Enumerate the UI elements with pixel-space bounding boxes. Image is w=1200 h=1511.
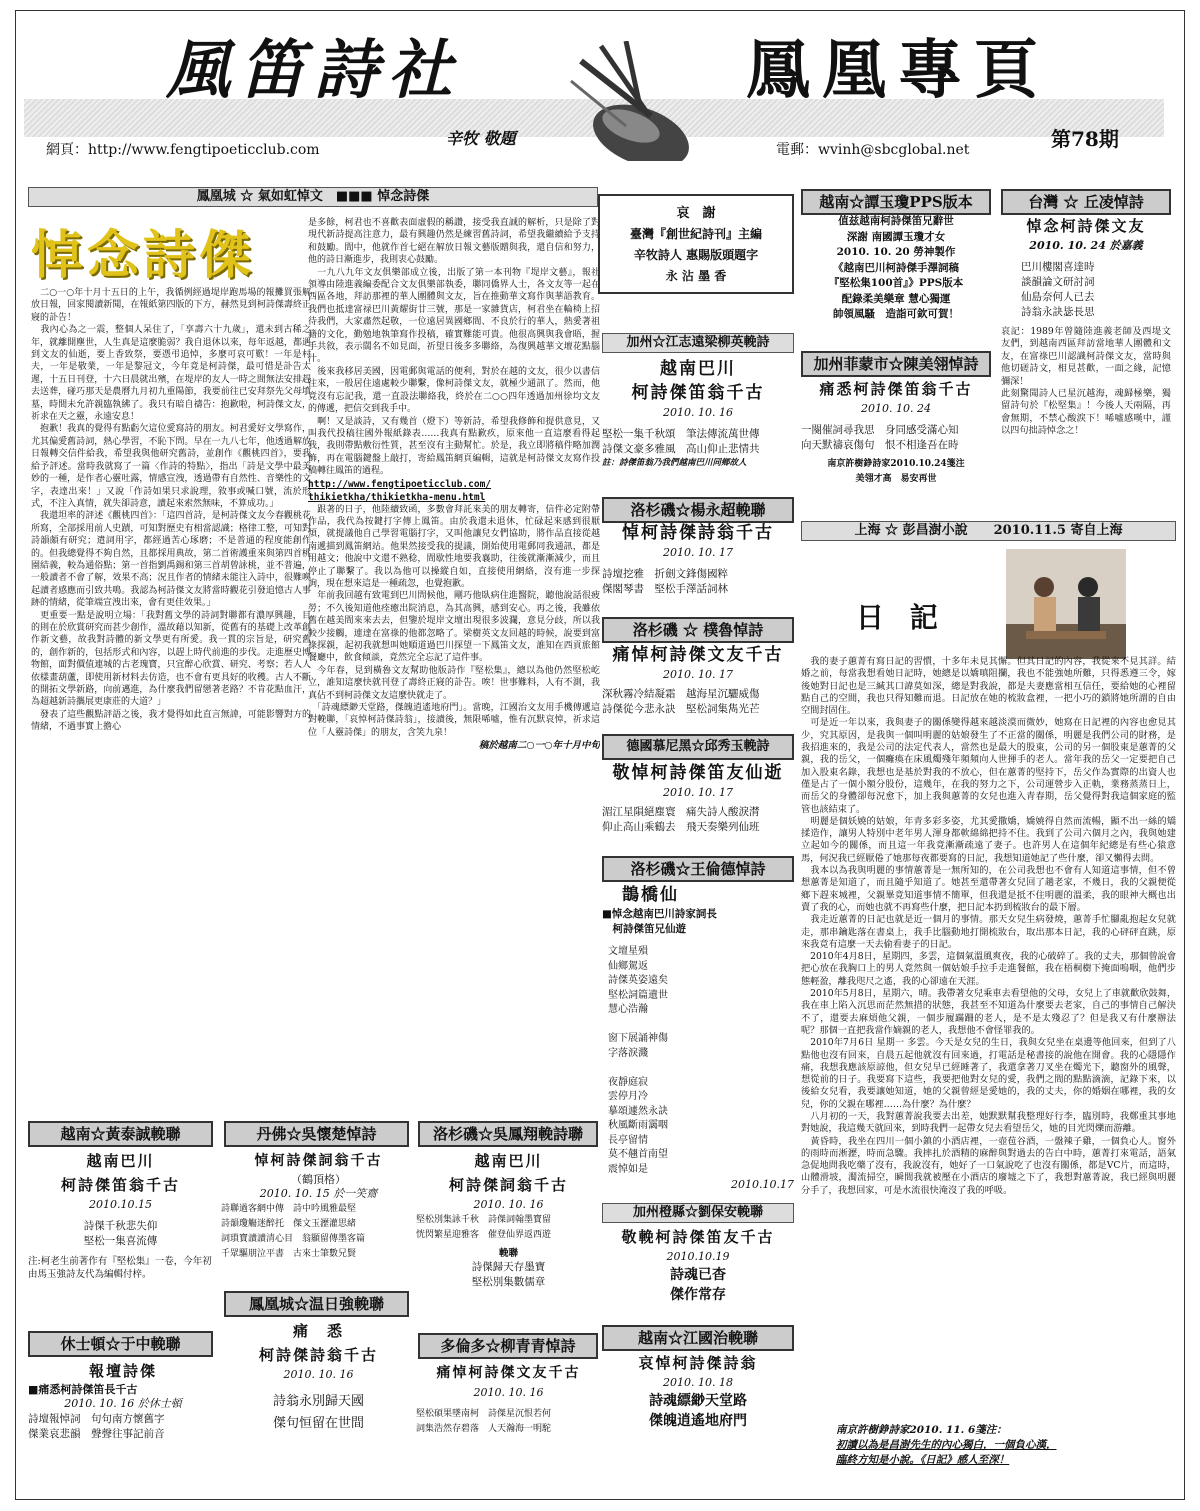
url-line2[interactable]: thikietkha/thikietkha-menu.html	[308, 491, 486, 503]
c3-h2: 洛杉磯☆楊永超輓聯	[602, 497, 794, 523]
c4-t2: 痛悉柯詩傑笛翁千古	[819, 380, 973, 398]
c4-p2: 一闋催詞尋我思 身同感受滿心知 向天默禱哀傷句 恨不相逢吾在時	[801, 424, 959, 451]
b4-header: 鳳凰城☆温日強輓聯	[224, 1291, 409, 1317]
b5-header: 洛杉磯☆吳鳳翔輓詩聯	[418, 1121, 598, 1147]
b5-d: 2010. 10. 16	[473, 1198, 544, 1211]
c3-t1a: 越南巴川	[660, 359, 736, 379]
b2-d: 2010. 10. 16 於休士頓	[64, 1397, 182, 1410]
c3-t7: 哀悼柯詩傑詩翁	[638, 1354, 758, 1372]
b5-p2: 詩傑歸天存墨寶 堅松別集數儒章	[471, 1261, 546, 1288]
c4-poem2	[801, 377, 991, 497]
diary-notes	[836, 1423, 1176, 1471]
website-link[interactable]: 網頁：http://www.fengtipoeticclub.com	[46, 142, 320, 158]
main-col2: 是多餘，柯君也不喜歡表面虛假的稱讚，接受我直誠的解析，只是除了對現代新詩提高注意力，最有興趣仍然是練習舊詩詞，希望我繼續給予支持和鼓勵。間中，他就作首七絕在解放日報文藝版贈與我，還自信和努力，他的詩日漸進步，我則衷心鼓勵。 一九八九年文友俱樂部成立後，出版了第一本刊物『堤岸文藝』，報社領導由陸進義編委配合文友俱樂部執委，聯同僑界人士，各文友等一起在西區各地，拜訪那裡的華人團體與文友，旨在推動華文寫作與華語教育。我們也抵達富禄巴川黃耀街廿三號，那是一家雜貨店，柯君坐在輪椅上招待我們，大家肅然起敬，一位遠居異國鄉間、不良於行的華人，熱愛著祖籍的文化，勤勉地執筆寫作投稿，確實難能可貴。他很高興與我會晤，握手共敘，表示闊名不如見面，祈望日後多多聯絡，為復興越華文壇花點腦汁。 後來我移居美國，因電郵與電話的便利，對於在越的文友，很少以書信往來，一般居住遠處較少聯繫，像柯詩傑文友，就極少通訊了。然而，他竟沒有忘記我，還一直設法聯絡我，終於在二○○四年透過加州徐均文友的傳遞，把信交到我手中。 啊！又是談詩，又有幾首（燈下）等新詩，希望我修飾和提供意見，又叫我代投稿往國外報紙錄表……我真有點歉疚，原來他一直這麼看得起我，我則帶點敷衍性質，甚至沒有主動幫忙。於是，我立即將稿件略加潤飾，再在電腦鍵盤上敲打，寄給鳳笛網頁編輯，這就是柯詩傑文友寫作投稿轉往鳳笛的過程。	[308, 218, 600, 477]
b5-s: 輓聯	[498, 1248, 518, 1259]
c3-h4: 德國慕尼黑☆邱秀玉輓詩	[602, 734, 794, 760]
c5-d1: 2010. 10. 24 於嘉義	[1029, 239, 1143, 252]
c3-n1: 註：詩傑笛翁乃我們越南巴川同鄉故人	[602, 458, 747, 468]
b3-d: 2010. 10. 15 於一笑齋	[259, 1187, 378, 1200]
c3-t6: 敬輓柯詩傑笛友千古	[621, 1228, 775, 1246]
c3-p6: 詩魂已杳 傑作常存	[670, 1267, 726, 1303]
b6-header: 多倫多☆柳青青悼詩	[418, 1333, 598, 1359]
b1-d: 2010.10.15	[89, 1198, 152, 1211]
c3-h7: 越南☆江國治輓聯	[602, 1325, 794, 1351]
main-col2b: 跟著的日子，他陸續致函，多數會拜託來美的朋友轉寄，信件必定附帶作品，我代為按鍵打字傳上鳳笛。由於我還未退休，忙碌起來感到很厭煩，就提議他自己學習電腦打字，又叫他讓兒女們協助，將作品直接從越南遞描到鳳笛網站。他果然接受我的提議，開始使用電郵同我通訊，都是用越文；他說中文還不熟稔，間歇性地要我襄助，往後就漸漸減少，而且停止了聯繫了。我以為他可以操縱自如，直接使用網絡，沒有進一步探詢，現在想來這是一種疏忽，也覺抱歉。 年前我回越有致電到巴川問候他，剛巧他臥病住進醫院，聽他說話很疲勞；不久後知道他痊癒出院消息，為其高興，感到安心。再之後，我雖依舊在越美間來來去去，但鑒於堤岸文壇出現很多波瀾，意見分歧，所以我較少接觸，連達在富祿的他都忽略了。梁樹英文友回越的時候，說要到富祿探親，起初我就想叫她順道過巴川探望一下鳳笛文友，誰知在西貢旅館餐廳中，飲食傾談，竟然完全忘記了這件事。 今年春，見到橫魯文友幫助他版詩作『堅松集』，總以為他仍然堅松屹立，誰知這麼快就刊登了壽終正寢的訃告。唉！世事難料，人有不測，我真佔不到柯詩傑文友這麼快就走了。 「詩魂縹緲天堂路，傑魄逍遙地府門」。當晚，江國治文友用手機傳遞這對輓聯，「哀悼柯詩傑詩翁」，接讀後，無限唏噓，惟有沉默哀悼，祈求這位「人靈詩傑」的朋友，含笑九泉！	[308, 504, 600, 738]
thanks-l4: 永 沾 墨 香	[665, 269, 727, 283]
c3-t4: 敬悼柯詩傑笛友仙逝	[612, 763, 784, 783]
c3-h1: 加州☆江志遠梁柳英輓詩	[602, 333, 794, 353]
c3-t5: 鵲橋仙	[622, 885, 679, 905]
thanks-box	[598, 194, 794, 294]
c3-s5: ■悼念越南巴川詩家詞長 柯詩傑笛兄仙遊	[602, 908, 717, 935]
c3-d2: 2010. 10. 17	[663, 546, 733, 559]
c3-d7: 2010. 10. 18	[663, 1376, 733, 1389]
c3-d6: 2010.10.19	[666, 1250, 730, 1263]
c3-t2: 悼柯詩傑詩翁千古	[622, 523, 774, 543]
c3-d1: 2010. 10. 16	[663, 406, 733, 419]
b4-d: 2010. 10. 16	[283, 1368, 354, 1381]
b3-s: （鶴頂格）	[291, 1173, 346, 1186]
thanks-l3: 辛牧詩人 惠賜版頭題字	[633, 248, 759, 262]
c3-poem7	[602, 1351, 794, 1461]
main-banner: 鳳凰城 ☆ 氣如虹悼文 ■■■ 悼念詩傑	[28, 187, 598, 207]
issue-number: 第78期	[1051, 127, 1119, 149]
b3-t: 悼柯詩傑詞翁千古	[254, 1153, 383, 1169]
c5-p1: 巴川樓閣喜達時 談韻論文研討詞 仙島奈何人已去 詩翁永訣毖長思	[1021, 261, 1095, 318]
c3-t3: 痛悼柯詩傑文友千古	[612, 645, 784, 665]
c3-p4: 湄江星隕絕塵寰 痛失詩人酸淚潸 仰止高山乘鶴去 飛天奏樂列仙班	[602, 806, 760, 833]
main-title: 悼念詩傑	[31, 225, 256, 283]
b2-t: 報壇詩傑	[88, 1362, 157, 1380]
b6-t: 痛悼柯詩傑文友千古	[436, 1365, 581, 1381]
c4-h1: 越南☆譚玉瓊PPS版本	[801, 189, 991, 215]
c5-t1: 悼念柯詩傑文友	[1026, 217, 1146, 235]
b4-t1: 痛 悉	[292, 1322, 344, 1340]
c5-poem1	[1001, 214, 1171, 509]
c3-h5: 洛杉磯☆王倫德悼詩	[602, 856, 794, 882]
b1-content	[28, 1149, 213, 1319]
c3-t1b: 柯詩傑笛翁千古	[631, 383, 765, 403]
bagpipe-icon	[531, 41, 711, 161]
c3-d4: 2010. 10. 17	[663, 786, 733, 799]
thanks-l2: 臺灣『創世紀詩刊』主編	[629, 227, 762, 241]
brand-right: 鳳凰專頁	[746, 33, 1050, 108]
c3-p2: 詩壇挖雅 折劍文鋒傷國粹 傑閣琴書 堅松手澤話詞林	[602, 568, 728, 595]
diary-title: 日 記	[856, 601, 946, 632]
thanks-l1: 哀 謝	[676, 206, 716, 221]
c3-poem3	[602, 643, 794, 733]
signature: 稿於越南二○一○年十月中旬	[478, 740, 600, 752]
c3-p7: 詩魂縹緲天堂路 傑魄逍遙地府門	[649, 1393, 747, 1429]
c4-d2: 2010. 10. 24	[861, 402, 931, 415]
c4-pps	[801, 214, 991, 349]
c3-poem6	[602, 1225, 794, 1321]
c3-poem5	[602, 883, 794, 1213]
b6-d: 2010. 10. 16	[473, 1386, 544, 1399]
b5-t2: 柯詩傑詞翁千古	[448, 1176, 568, 1194]
couple-image	[1006, 549, 1126, 659]
c4-n2: 南京許樹錚詩家2010.10.24箋注 美翎才高 易安再世	[827, 459, 965, 484]
b6-content	[416, 1361, 601, 1471]
b5-p: 堅松別集詠千秋 詩傑詞翰墨寶留 恍閃繁星迎雅客 催登仙界返西遊	[416, 1215, 552, 1240]
c5-h1: 台灣 ☆ 丘凌悼詩	[1001, 189, 1171, 215]
c3-poem2	[602, 521, 794, 613]
b1-n: 注:柯老生前著作有『堅松集』一卷，今年初由馬玉強詩友代為編輯付梓。	[28, 1256, 212, 1280]
b2-s: ■痛悉柯詩傑笛長千古	[28, 1383, 138, 1396]
c4-h2: 加州菲蒙市☆陳美翎悼詩	[801, 351, 991, 377]
masthead	[16, 11, 1185, 161]
c5-n1: 哀記：1989年曾隨陸進義老師及西堤文友們，到越南西區拜訪當地華人團體和文友，在富祿巴川認識柯詩傑文友，當時與他切磋詩文，相見甚歡，一面之緣，記憶彌深！ 此刻驚聞詩人已星沉越海，魂歸極樂，獨留詩句於『松堅集』！今後人天兩隔，再會無期，不禁心酸淚下！唏噓感嘆中，謹以四句拙詩悼念之！	[1001, 326, 1171, 437]
b3-header: 丹佛☆吳懷楚悼詩	[224, 1121, 409, 1147]
email-link[interactable]: 電郵：wvinh@sbcglobal.net	[776, 142, 970, 158]
b3-p: 詩聯過客網中傳 詩中吟風雅最堅 詩韻瓊觴迷醉托 傑文玉瀝灌思緒 詞瑣寶讀讀清心目 翁顯留傳墨客篇 千眾驅朋泣平書 古來士筆數兄賢	[221, 1204, 366, 1259]
b1-t2: 柯詩傑笛翁千古	[60, 1176, 180, 1194]
diary-text: 我的妻子蕙菁有寫日記的習慣，十多年未見其懈。但其日記的內容，我從來不見其詳。結婚之前，每當我想看她日記時，她總是以嬌嗔阻攔，我也不能強她所難，只得悉遵三令，嫁後她對日記也是三緘其口諱莫如深，總是對我說，都是夫妻應當相互信任，要給她的心裡留點自己的空間，我也只得知難而退。日記放在她的梳妝盒裡，一把小巧的鎖將她所謂的自由空間封固住。 可是近一年以來，我與妻子的關係變得越來越淡漠而微妙，她寫在日記裡的內容也愈見其少，究其原因，是我與一個叫明麗的姑娘發生了不正當的關係，明麗是我們公司的財務，是我招進來的，我是公司的法定代表人，當然也是最大的股東，公司的另一個股東是蕙菁的父親，我的岳父，一個癱瘓在床風燭殘年頻頻向人世揮手的老人。當年我的岳父一定要把自己加入股東名錄，我想也是基於對我的不放心，但在蕙菁的堅持下，岳父作為實際的出資人也僅是占了一個小額分股份，這幾年，在我的努力之下，公司運營步入正軌，業務蒸蒸日上，而岳父的身體卻每況愈下，加上我與蕙菁的女兒也進入青春期，岳父覺得對我這個家庭的監管也該結束了。 明麗是個妖嬈的姑娘，年青多彩多姿，尤其愛撒嬌，嬌嬈得自然而流暢，顯不出一絲的矯揉造作，讓男人特別中老年男人渾身都軟綿綿把持不住。我到了公司六個月之內，我與她建立起如今的關係，而且這一年我竟漸漸疏遠了妻子。也許男人在這個年紀總是有些心猿意馬，何況我已經厭倦了她那每夜都要寫的日記，我想知道她記了些什麼，卻又懶得去問。 我本以為我與明麗的事情蕙菁是一無所知的，在公司我想也不會有人知道這事情，但不曾想蕙菁是知道了，而且隨乎知道了。她甚至還帶著女兒回了趟老家，不幾日，我的父親便從鄉下趕來城裡，父親畢竟知道事情不簡單，但我還是抵不住明麗的溫柔，我的眼神大概也出賣了我的心，而她也就不再寫些什麼，把日記本扔到梳妝台的最下層。 我走近蕙菁的日記也就是近一個月的事情。那天女兒生病發燒，蕙菁手忙腳亂抱起女兒就走，那串鑰匙落在書桌上，我手比腦動地打開梳妝台，取出那本日記，我的心砰砰直跳，原來我竟有這麼一天去偷看妻子的日記。 2010年4月8日，星期四，多雲，這個氣溫風爽夜，我的心破碎了。我的丈夫，那個曾說會把心放在我胸口上的男人竟然與一個姑娘手拉手走進餐館，我在梧桐樹下掩面嗚咽，他們步態輕盈，離我咫尺之遙，我的心卻遠在天涯。 2010年5月8日，星期六，晴。我帶著女兒乘車去看望他的父母，女兒上了車就歡欣鼓舞，我在車上陷入沉思而茫然無措的狀態，我甚至不知道為什麼要去老家，自己的事情自己解決不了，還要去麻煩他父親，一個步履蹣跚的老人，是不是太殘忍了？但是我又有什麼辦法呢？那個一直把我當作嫡親的老人，我想他不會怪罪我的。 2010年7月6日 星期一 多雲。今天是女兒的生日，我與女兒坐在桌邊等他回來，但到了八點他也沒有回來，自晨五起他就沒有回來過，打電話是秘書接的說他在開會。我的心隱隱作痛，我想我應該原諒他，但女兒早已經睡著了，我還拿著刀叉坐在燭光下，聽窗外的風聲，想從前的日子。我要寫下這些，我要把他對女兒的愛，我們之間的點點滴滴，記錄下來，以後給女兒看，我要讓她知道，她的父親曾經是愛她的，我的丈夫，你的婚姻在哪裡，我的女兒，你的父親在哪裡……為什麼？為什麼？ 八月初的一天，我對蕙菁說我要去出差，她默默幫我整理好行李，臨別時，我鄭重其事地對她說，我這幾天就回來，到時我們一起帶女兒去看望岳父，她的目光閃爍而游離。 黃昏時，我坐在四川一個小鎮的小酒店裡，一壺苞谷酒，一盤辣子雞，一個負心人。窗外的雨時而淅瀝，時而急驟。我摔扎於酒精的麻醉與對過去的告白中時，蕙菁打來電話，語氣急促地問我吃藥了沒有，我說沒有，她好了一口氣說吃了也沒有關係，都是VC片，而這時，山體滑坡，濁流掃空，瞬間我就被壓在小酒店的廢墟之下了，我想對蕙菁說，我已經與明麗分手了，我想回家，可是水流很快淹沒了我的呼吸。	[801, 656, 1176, 1196]
main-col2-wrap	[308, 217, 600, 1112]
main-col1: 二○一○年十月十五日的上午，我循例經過堤岸跑馬場的報攤買張解放日報，回家閱讀新聞，在報紙第四版的下方，赫然見到柯詩傑壽終正寢的訃告！ 我內心為之一震，整個人呆住了，「享壽六十九歲」，還未到古稀之年，就離開塵世，人生真是這麼脆弱？我自退休以來，每年返越，都遇到文友的仙逝，要上香致祭，要憑弔追悼，多麼可哀可歎！一年是村夫，一年是敬業，一年是黎冠文，今年竟是柯詩傑，最可惜是訃告太遲，十五日刊登，十六日晨就出殯，在堤岸的友人一時之間無法安排趕去送葬，碰巧那天是農曆九月初九重陽節，我要前往已安拜祭先父母墳墓，時間未允許親臨執紼了。我只有暗自禱告：抱歉啦，柯詩傑文友，祈求在天之靈，永遠安息！ 抱歉！我真的覺得有點虧欠這位愛寫詩的朋友。柯君愛好文學寫作，尤其偏愛舊詩詞，熱心學習，不恥下問。早在一九八七年，他透過解放日報轉交信件給我，希望我與他研究舊詩，並創作《觀桃四首》，要我給予評述。當時我就寫了一篇〈作詩的特點〉，指出「詩是文學中最美妙的一種，是作者心靈吐露，情感宣洩，透過帶有自然性、音樂性的文字，表達出來！」又說「作詩如果只求說理，敘事或喊口號，流於形式，不注入真情，就失卻詩意，讀起來索然無味，不算成功。」 我還坦率的評述《觀桃四首》：「這四首詩，是柯詩傑文友今春觀桃花所寫，全部採用前人史蹟，可知對歷史有相當認識；格律工整，可知對詩韻頗有研究；遣詞用字，都經過苦心琢磨；不是普通的程度能創作的。但我總覺得不夠自然，且都採用典故，第二首術護重來與第四首桃園結義，較為通俗點；第一首指劉禹錫和第三首胡曾詠桃，並不普遍，一般讀者不會了解，效果不高；況且作者的情緒未能注入詩中，很難喚起讀者感應而引致共鳴。我認為柯詩傑文友將當時觀花引發追憶古人事跡的情緒，從筆端宣洩出來，會有更佳效果。」 更重要一點是說明立場：「我對舊文學的詩詞對聯都有濃厚興趣，目的則在於欣賞研究而甚少創作，溫故藉以知新，從舊有的基礎上改革創作新文藝，故我對詩體的新文學更有所愛。我一貫的宗旨是，研究舊的，創作新的，包括形式和內容，以趕上時代前進的步伐。走進歷史博物館，面對價值連城的古老瑰寶，只宜醉心欣賞、研究、考察；若人人依樣畫葫蘆，即使用新材料去仿造，也不會有更具好的收穫。古人不斷的開拓文學新路，向前邁進，為什麼我們留戀著老路？不肯花點血汗，為超越新詩攜展更康莊的大道？」 發表了這些觀點評語之後，我才覺得如此直言無諱，可能影響對方的情緒，不過事實上擔心	[31, 288, 311, 733]
b5-content	[416, 1149, 601, 1309]
calligraphy-credit: 辛牧 敬題	[446, 129, 516, 148]
url-line1[interactable]: http://www.fengtipoeticclub.com/	[308, 478, 492, 490]
b1-p: 詩傑千秋悲失仰 堅松一集喜流傳	[83, 1220, 158, 1247]
c3-d5: 2010.10.17	[731, 1178, 794, 1191]
c3-p5: 文壇星殞 仙鄉駕返 詩傑英姿遠矣 堅松詞篇遺世 慧心浩瀚 窗下展誦神傷 字落淚濺 夜靜庭寂 雲停月冷 摹頌遽然永訣 秋風斷雨靄咽 長亭留情 莫不翹首南望 震悼如是	[608, 946, 668, 1175]
newspaper-page	[15, 10, 1185, 1500]
c3-poem1	[602, 357, 794, 509]
c3-h6: 加州橙縣☆劉保安輓聯	[602, 1203, 794, 1223]
diary-n1: 南京許樹錚詩家2010. 11. 6箋注：	[836, 1424, 1007, 1436]
b2-p: 詩壇報悼詞 句句南方懷舊字 傑業哀悲韻 聲聲往事記前音	[28, 1413, 165, 1440]
c3-h3: 洛杉磯 ☆ 樸魯悼詩	[602, 617, 794, 643]
b2-header: 休士頓☆于中輓聯	[28, 1331, 213, 1357]
b3-content	[221, 1149, 416, 1299]
b1-header: 越南☆黃泰誠輓聯	[28, 1121, 213, 1147]
b5-t1: 越南巴川	[474, 1152, 543, 1170]
b4-t2: 柯詩傑詩翁千古	[258, 1346, 378, 1364]
diary-header: 上海 ☆ 彭昌澍小說 2010.11.5 寄自上海	[801, 521, 1176, 541]
b6-p: 堅松碩果墜南柯 詩傑星沉恨若何 詞集浩然存碧落 人天瀚海一明駝	[416, 1409, 552, 1434]
c4-p1: 值兹越南柯詩傑笛兄辭世 深謝 南國譚玉瓊才女 2010. 10. 20 勞神製作 《越南巴川柯詩傑手澤詞稿 『堅松集100首』》PPS版本 配錄柔美樂章 慧心獨運 帥領風騷 造詣可欽可賀！	[828, 215, 964, 320]
b4-p: 詩翁永別歸天國 傑句恒留在世間	[272, 1394, 364, 1431]
diary-n3: 臨終方知是小說。《日記》感人至深！	[836, 1454, 1010, 1466]
b2-content	[28, 1359, 218, 1469]
c3-poem4	[602, 761, 794, 851]
brand-left: 風笛詩社	[166, 33, 462, 108]
c3-p1: 堅松一集千秋頌 筆法傳流萬世傳 詩傑文豪多雅風 高山仰止悲情共	[602, 428, 760, 455]
c3-p3: 深秋霧冷結凝霜 越海星沉驪威傷 詩傑從今悲永訣 堅松詞集雋光芒	[602, 688, 760, 715]
c3-d3: 2010. 10. 17	[663, 668, 733, 681]
b4-content	[221, 1319, 416, 1469]
diary-n2: 初讀以為是昌澍先生的內心獨白，一個負心漢，	[836, 1439, 1057, 1451]
b1-t1: 越南巴川	[86, 1152, 155, 1170]
